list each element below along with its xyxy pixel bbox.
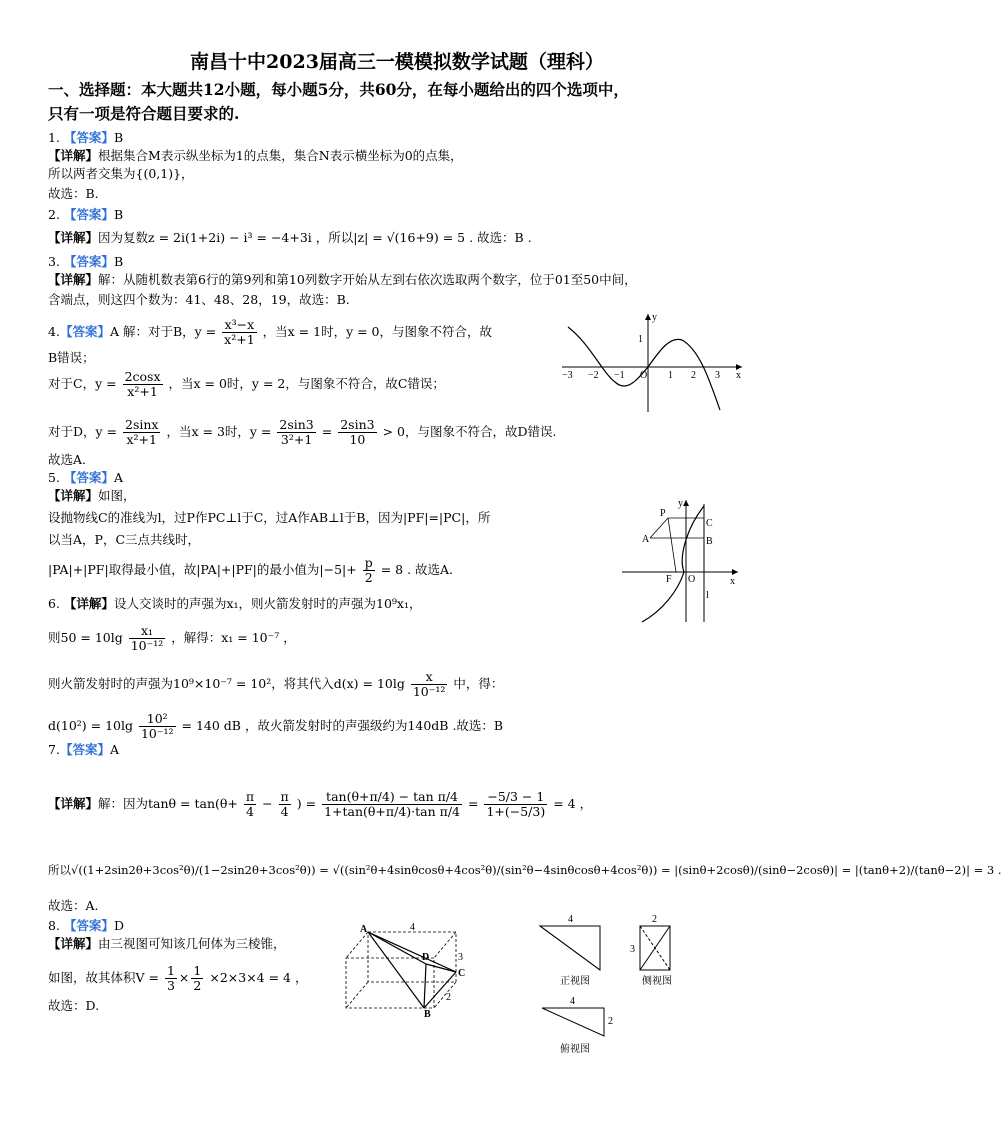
- q8-detail-2: 如图，故其体积V = $\frac{1}{3}$ × $\frac{1}{2}$ ×2×3×4 = 4 ，: [48, 963, 308, 993]
- q4-line-5: 故选A.: [48, 452, 87, 467]
- q4-answer: A: [109, 324, 119, 339]
- q4-line-1: [48, 318, 492, 347]
- q8-detail-1: [48, 936, 286, 952]
- vertex-b: B: [424, 1009, 431, 1020]
- denominator: 1+(−5/3): [486, 804, 546, 819]
- x-tick-3: 3: [715, 370, 720, 381]
- detail-label: 【详解】: [48, 796, 99, 811]
- point-b: B: [706, 536, 713, 547]
- denominator: x²+1: [126, 432, 157, 447]
- q4-fraction-4: [277, 418, 315, 447]
- q8-text-1: 由三视图可知该几何体为三棱锥，: [98, 936, 286, 951]
- q8-answer-line: [48, 918, 124, 934]
- front-view-dim: 4: [568, 914, 573, 925]
- q2-detail-1: [48, 230, 532, 246]
- detail-label: 【详解】: [63, 596, 114, 611]
- section-heading-1: 一、选择题：本大题共12小题，每小题5分，共60分，在每小题给出的四个选项中，: [48, 80, 629, 99]
- q8-text-2b: ×2×3×4 = 4 ，: [209, 970, 308, 985]
- denominator: 4: [280, 804, 289, 819]
- point-f: F: [666, 574, 672, 585]
- q8-detail-3: 故选：D.: [48, 998, 100, 1013]
- numerator: p: [364, 555, 373, 570]
- q4-text-4a: 对于D，y =: [48, 424, 118, 439]
- q5-text-4b: = 8 . 故选A.: [380, 562, 454, 577]
- q6-text-2a: 则50 = 10lg: [48, 630, 123, 645]
- dim-4: 4: [410, 922, 415, 933]
- q8-fraction-1: [165, 964, 177, 993]
- q4-text-4d: > 0，与图象不符合，故D错误.: [382, 424, 557, 439]
- q5-text-4a: |PA|+|PF|取得最小值，故|PA|+|PF|的最小值为|−5|+: [48, 562, 357, 577]
- q7-detail-1: [48, 790, 592, 819]
- q1-answer-line: [48, 130, 123, 146]
- numerator: x: [411, 670, 448, 685]
- numerator: 2sinx: [125, 417, 159, 432]
- q6-detail-1: [48, 596, 421, 612]
- q6-text-4b: = 140 dB ，故火箭发射时的声强级约为140dB .故选：B: [181, 718, 504, 733]
- q8-fraction-2: [191, 964, 203, 993]
- q4-text-1a: 解：对于B，y =: [122, 324, 217, 339]
- numerator: 10²: [139, 712, 176, 727]
- vertex-d: D: [422, 952, 430, 963]
- q1-detail-1: [48, 148, 463, 164]
- q8-number: 8.: [48, 918, 60, 933]
- dim-3: 3: [458, 952, 463, 963]
- q6-text-2b: ，解得：x₁ = 10⁻⁷ ，: [171, 630, 296, 645]
- top-view-label: 俯视图: [560, 1044, 590, 1055]
- denominator: 10⁻¹²: [140, 726, 174, 741]
- numerator: π: [245, 789, 255, 804]
- q3-answer-line: [48, 254, 123, 270]
- q7-pi-over-4-b: [279, 790, 291, 819]
- q1-number: 1.: [48, 130, 60, 145]
- detail-label: 【详解】: [48, 272, 99, 287]
- q7-detail-2: 所以√((1+2sin2θ+3cos²θ)/(1−2sin2θ+3cos²θ)) = √((sin²θ+4sinθcosθ+4cos²θ)/(sin²θ−4sinθcosθ+4cos²θ)) = |(sinθ+2cosθ)/(sinθ−2cosθ)| = |(tanθ+2)/(tanθ−2)| = 3 .: [48, 863, 1002, 877]
- q4-text-1b: ，当x = 1时，y = 0，与图象不符合，故: [262, 324, 492, 339]
- q5-detail-2: 设抛物线C的准线为l，过P作PC⊥l于C，过A作AB⊥l于B，因为|PF|=|PC|，所: [48, 510, 491, 525]
- denominator: 2: [193, 978, 202, 993]
- q5-fraction: [363, 556, 375, 585]
- q6-text-3a: 则火箭发射时的声强为10⁹×10⁻⁷ = 10²，将其代入d(x) = 10lg: [48, 676, 405, 691]
- numerator: x₁: [129, 624, 166, 639]
- denominator: 10⁻¹²: [412, 684, 446, 699]
- q2-number: 2.: [48, 207, 60, 222]
- q6-fraction-2: [411, 670, 448, 699]
- q6-number: 6.: [48, 596, 60, 611]
- q7-text-1d: =: [467, 796, 479, 811]
- q7-number: 7.: [48, 742, 60, 757]
- top-view-dim-right: 2: [608, 1016, 613, 1027]
- denominator: 10: [349, 432, 366, 447]
- answer-label: 【答案】: [59, 742, 110, 757]
- q4-function-graph: [560, 310, 750, 414]
- q3-answer: B: [113, 254, 124, 269]
- side-view-dim-top: 2: [652, 914, 657, 925]
- q8-solid-figure: [340, 922, 470, 1018]
- x-axis-label: x: [730, 576, 735, 587]
- q4-fraction-2: [123, 370, 163, 399]
- denominator: 1+tan(θ+π/4)·tan π/4: [324, 804, 460, 819]
- q4-number: 4.: [48, 324, 60, 339]
- q2-answer-line: [48, 207, 123, 223]
- detail-label: 【详解】: [48, 230, 99, 245]
- q6-text-4a: d(10²) = 10lg: [48, 718, 133, 733]
- denominator: 2: [364, 570, 373, 585]
- answer-label: 【答案】: [63, 918, 114, 933]
- top-view-dim-top: 4: [570, 996, 575, 1007]
- q6-detail-3: [48, 670, 503, 699]
- q8-three-views: [530, 910, 700, 1060]
- q4-text-4c: =: [321, 424, 333, 439]
- x-tick-neg2: −2: [588, 370, 599, 381]
- answer-label: 【答案】: [63, 254, 114, 269]
- numerator: x³−x: [222, 318, 257, 333]
- q6-fraction-3: [139, 712, 176, 741]
- detail-label: 【详解】: [48, 488, 99, 503]
- q4-fraction-3: [123, 418, 160, 447]
- front-view-label: 正视图: [560, 976, 590, 987]
- point-p: P: [660, 508, 666, 519]
- numerator: 1: [166, 963, 175, 978]
- numerator: 2cosx: [124, 369, 161, 384]
- q4-text-3b: ，当x = 0时，y = 2，与图象不符合，故C错误；: [168, 376, 445, 391]
- q5-answer: A: [113, 470, 123, 485]
- dim-2: 2: [446, 992, 451, 1003]
- denominator: 4: [246, 804, 254, 819]
- answer-label: 【答案】: [59, 324, 110, 339]
- q6-detail-4: [48, 712, 503, 741]
- numerator: π: [280, 789, 289, 804]
- page-title: 南昌十中2023届高三一模模拟数学试题（理科）: [190, 51, 604, 73]
- q3-number: 3.: [48, 254, 60, 269]
- q6-text-3b: 中，得：: [453, 676, 504, 691]
- q7-text-1c: ) =: [296, 796, 317, 811]
- answer-label: 【答案】: [63, 207, 114, 222]
- q4-fraction-5: [338, 418, 376, 447]
- y-axis-label: y: [652, 312, 657, 323]
- denominator: 3: [166, 978, 175, 993]
- q4-fraction-1: [222, 318, 257, 347]
- answer-label: 【答案】: [63, 130, 114, 145]
- numerator: 2sin3: [279, 417, 314, 432]
- denominator: 3²+1: [280, 432, 313, 447]
- q7-answer-line: [48, 742, 119, 758]
- q5-parabola-graph: [622, 496, 742, 624]
- directrix-label: l: [706, 590, 709, 601]
- x-tick-neg3: −3: [562, 370, 573, 381]
- vertex-a: A: [360, 924, 368, 935]
- q7-pi-over-4: [244, 790, 256, 819]
- point-o: O: [688, 574, 696, 585]
- numerator: 2sin3: [340, 417, 375, 432]
- q2-answer: B: [113, 207, 124, 222]
- x-tick-neg1: −1: [614, 370, 625, 381]
- q4-text-3a: 对于C，y =: [48, 376, 117, 391]
- q1-detail-3: 故选：B.: [48, 186, 99, 201]
- q7-text-1b: −: [262, 796, 273, 811]
- q7-detail-3: 故选：A.: [48, 898, 99, 913]
- numerator: −5/3 − 1: [484, 790, 547, 805]
- q4-line-2: B错误；: [48, 350, 95, 365]
- q7-result-fraction: [484, 790, 547, 819]
- q5-text-1: 如图，: [98, 488, 136, 503]
- numerator: tan(θ+π/4) − tan π/4: [322, 790, 462, 805]
- q3-detail-1: [48, 272, 637, 288]
- q8-answer: D: [113, 918, 124, 933]
- q4-text-4b: ，当x = 3时，y =: [166, 424, 272, 439]
- denominator: x²+1: [127, 384, 158, 399]
- x-axis-label: x: [736, 370, 741, 381]
- x-tick-2: 2: [691, 370, 696, 381]
- origin-label: O: [640, 370, 648, 381]
- q7-answer: A: [109, 742, 119, 757]
- q4-line-4: [48, 418, 556, 447]
- q1-detail-2: 所以两者交集为{(0,1)}，: [48, 166, 194, 181]
- q6-fraction-1: [129, 624, 166, 653]
- q6-detail-2: [48, 624, 296, 653]
- q5-answer-line: [48, 470, 123, 486]
- q2-text-1: 因为复数z = 2i(1+2i) − i³ = −4+3i ，所以|z| = √(16+9) = 5 . 故选：B .: [98, 230, 532, 245]
- q5-detail-3: 以当A，P，C三点共线时，: [48, 532, 201, 547]
- point-c: C: [706, 518, 713, 529]
- q1-text-1: 根据集合M表示纵坐标为1的点集，集合N表示横坐标为0的点集，: [98, 148, 463, 163]
- q3-detail-2: 含端点，则这四个数为：41、48、28，19，故选：B.: [48, 292, 350, 307]
- side-view-label: 侧视图: [642, 976, 672, 987]
- q3-text-1: 解：从随机数表第6行的第9列和第10列数字开始从左到右依次选取两个数字，位于01至50中间，: [98, 272, 637, 287]
- y-axis-label: y: [678, 498, 683, 509]
- detail-label: 【详解】: [48, 148, 99, 163]
- x-tick-1: 1: [668, 370, 673, 381]
- detail-label: 【详解】: [48, 936, 99, 951]
- q8-text-2a: 如图，故其体积V =: [48, 970, 159, 985]
- point-a: A: [642, 534, 650, 545]
- q6-text-1: 设人交谈时的声强为x₁，则火箭发射时的声强为10⁹x₁，: [113, 596, 422, 611]
- answer-label: 【答案】: [63, 470, 114, 485]
- q7-big-fraction: [322, 790, 462, 819]
- denominator: 10⁻¹²: [130, 638, 164, 653]
- section-heading-2: 只有一项是符合题目要求的.: [48, 104, 240, 123]
- q5-number: 5.: [48, 470, 60, 485]
- numerator: 1: [193, 963, 202, 978]
- q4-line-3: [48, 370, 445, 399]
- q7-text-1a: 解：因为tanθ = tan(θ+: [98, 796, 238, 811]
- q5-detail-1: [48, 488, 136, 504]
- q7-text-1e: = 4 ，: [553, 796, 593, 811]
- q1-answer: B: [113, 130, 124, 145]
- denominator: x²+1: [224, 332, 255, 347]
- q5-detail-4: [48, 556, 453, 585]
- vertex-c: C: [458, 968, 466, 979]
- side-view-dim-left: 3: [630, 944, 635, 955]
- y-tick-1: 1: [638, 334, 643, 345]
